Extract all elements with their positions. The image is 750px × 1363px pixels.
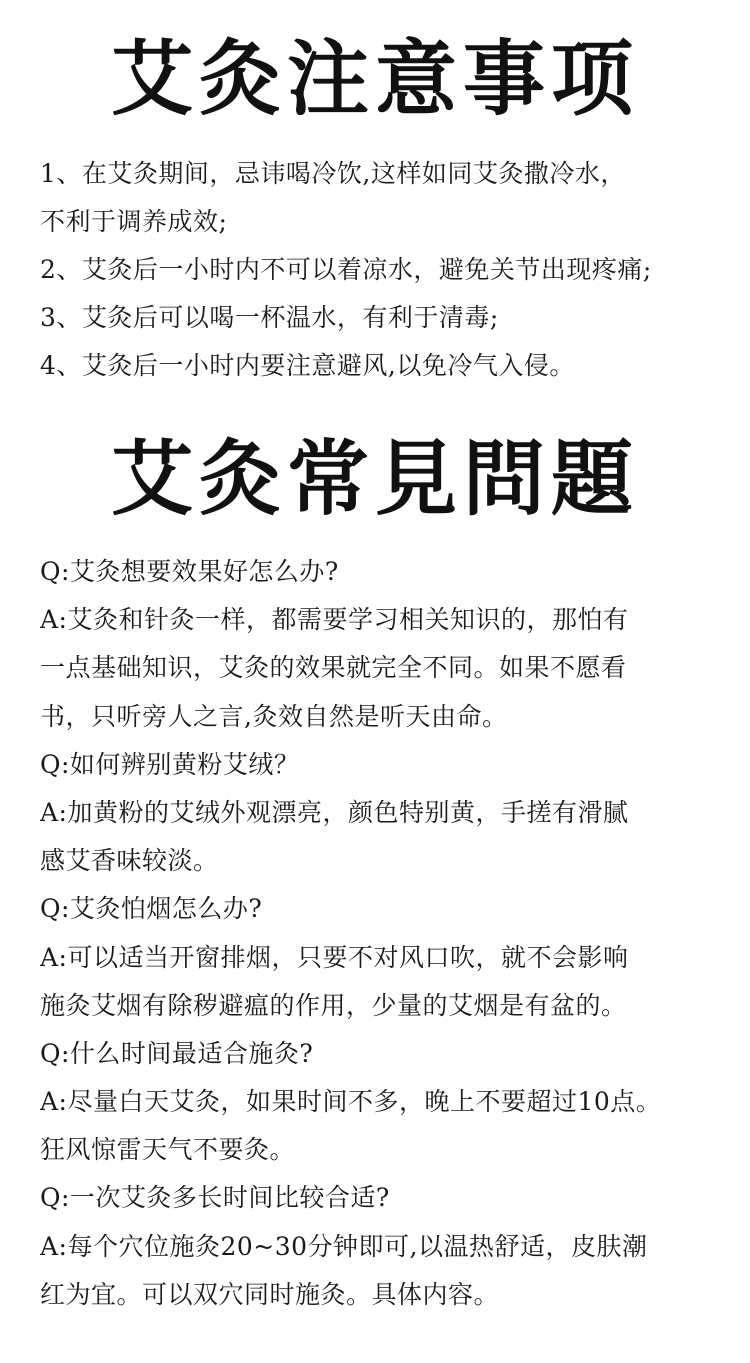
faq-answer: 施灸艾烟有除秽避瘟的作用，少量的艾烟是有盆的。: [40, 990, 627, 1020]
precaution-line: 1、在艾灸期间，忌讳喝冷饮,这样如同艾灸撒冷水，: [40, 159, 626, 188]
precaution-line: 不利于调养成效;: [40, 207, 228, 236]
section-title-faq: 艾灸常見問題: [110, 432, 639, 527]
faq-question: Q:如何辨别黄粉艾绒？: [40, 749, 300, 779]
faq-question: Q:一次艾灸多长时间比较合适?: [40, 1183, 390, 1213]
faq-answer: 红为宜。可以双穴同时施灸。具体内容。: [40, 1279, 500, 1309]
precaution-line: 3、艾灸后可以喝一杯温水，有利于清毒;: [40, 303, 499, 332]
faq-answer: 感艾香味较淡。: [40, 846, 219, 876]
precaution-line: 4、艾灸后一小时内要注意避风,以免冷气入侵。: [40, 351, 575, 380]
faq-answer: A:艾灸和针灸一样，都需要学习相关知识的，那怕有: [40, 605, 629, 635]
faq-answer: 狂风惊雷天气不要灸。: [40, 1135, 296, 1165]
faq-question: Q:什么时间最适合施灸?: [40, 1038, 314, 1068]
faq-answer: A:加黄粉的艾绒外观漂亮，颜色特别黄，手搓有滑腻: [40, 797, 629, 827]
faq-list: [40, 548, 730, 1319]
faq-answer: 书，只听旁人之言,灸效自然是听天由命。: [40, 701, 508, 731]
precaution-line: 2、艾灸后一小时内不可以着凉水，避免关节出现疼痛;: [40, 255, 652, 284]
faq-answer: 一点基础知识，艾灸的效果就完全不同。如果不愿看: [40, 653, 627, 683]
faq-answer: A:尽量白天艾灸，如果时间不多，晚上不要超过10点。: [40, 1087, 662, 1117]
faq-answer: A:每个穴位施灸20~30分钟即可,以温热舒适，皮肤潮: [40, 1231, 648, 1261]
faq-question: Q:艾灸怕烟怎么办?: [40, 894, 263, 924]
section-title-precautions: 艾灸注意事项: [110, 32, 639, 127]
faq-question: Q:艾灸想要效果好怎么办?: [40, 557, 339, 586]
precautions-list: [40, 150, 730, 390]
faq-answer: A:可以适当开窗排烟，只要不对风口吹，就不会影响: [40, 942, 629, 972]
